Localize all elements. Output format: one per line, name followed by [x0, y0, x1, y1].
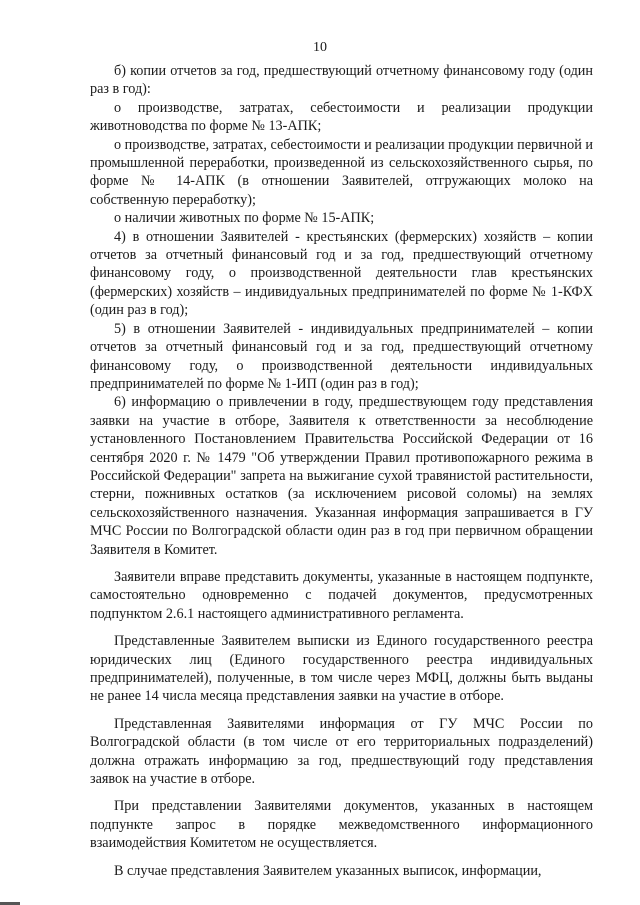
paragraph: о наличии животных по форме № 15-АПК;	[114, 210, 375, 227]
paragraph: 6) информацию о привлечении в году, предшествующем году представления заявки на участие в отборе, Заявителя к ответственности за несоблюдение установленного Постановлением Правительства Российской Федерации от 16 сентября 2020 г. № 1479 "Об утверждении Правил противопожарного режима в Российской Федерации" запрета на выжигание сухой травянистой растительности, стерни, пожнивных остатков (за исключением рисовой соломы) на землях сельскохозяйственного назначения. Указанная информация запрашивается в ГУ МЧС России по Волгоградской области один раз в год при первичном обращении Заявителя в Комитет.	[90, 394, 593, 558]
paragraph: о производстве, затратах, себестоимости и реализации продукции первичной и промышленной переработки, произведенной из сельскохозяйственного сырья, по форме № 14-АПК (в отношении Заявителей, отгружающих молоко на собственную переработку);	[90, 136, 593, 208]
paragraph: В случае представления Заявителем указанных выписок, информации,	[114, 862, 542, 879]
paragraph: о производстве, затратах, себестоимости и реализации продукции животноводства по форме № 13-АПК;	[90, 99, 593, 135]
paragraph: Заявители вправе представить документы, указанные в настоящем подпункте, самостоятельно одновременно с подачей документов, предусмотренных подпунктом 2.6.1 настоящего административного регламента.	[90, 568, 593, 622]
page-number: 10	[313, 40, 327, 55]
paragraph: 4) в отношении Заявителей - крестьянских (фермерских) хозяйств – копии отчетов за отчетный финансовый год и за год, предшествующий отчетному финансовому году, о производственной деятельности глав крестьянских (фермерских) хозяйств – индивидуальных предпринимателей по форме № 1-КФХ (один раз в год);	[90, 228, 593, 319]
paragraph: Представленные Заявителем выписки из Единого государственного реестра юридических лиц (Единого государственного реестра индивидуальных предпринимателей), полученные, в том числе через МФЦ, должны быть выданы не ранее 14 числа месяца представления заявки на участие в отборе.	[90, 633, 593, 705]
paragraph: б) копии отчетов за год, предшествующий отчетному финансовому году (один раз в год):	[90, 63, 593, 98]
paragraph: Представленная Заявителями информация от ГУ МЧС России по Волгоградской области (в том числе от его территориальных подразделений) должна отражать информацию за год, предшествующий году представления заявок на участие в отборе.	[90, 715, 593, 788]
paragraph: При представлении Заявителями документов, указанных в настоящем подпункте запрос в порядке межведомственного информационного взаимодействия Комитетом не осуществляется.	[90, 798, 593, 852]
document-body	[90, 62, 593, 880]
paragraph: 5) в отношении Заявителей - индивидуальных предпринимателей – копии отчетов за отчетный финансовый год и за год, предшествующий отчетному финансовому году, о производственной деятельности индивидуальных предпринимателей по форме № 1-ИП (один раз в год);	[90, 320, 593, 392]
